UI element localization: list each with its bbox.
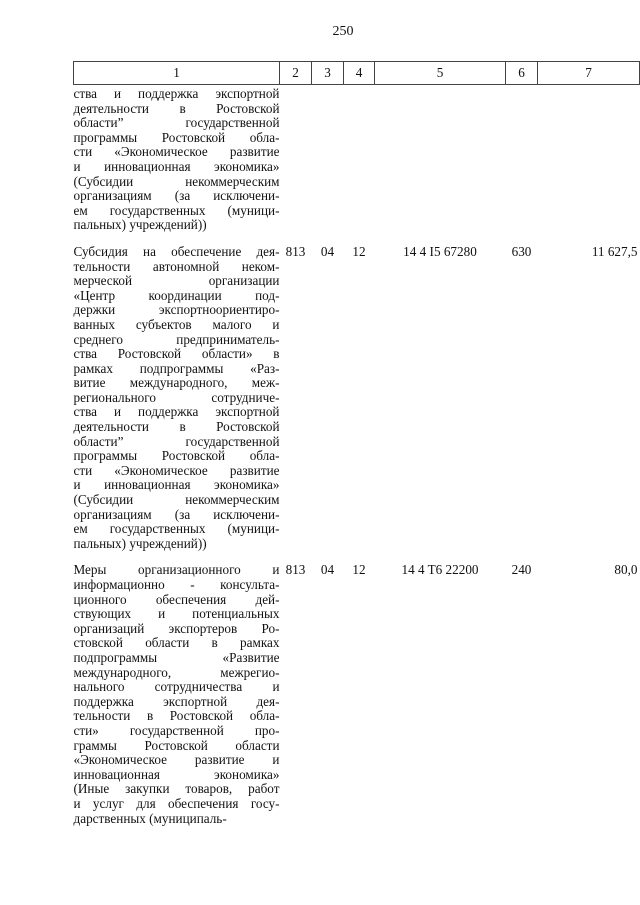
row-code-4: 12 [352,562,366,578]
description-line: держки экспортноориентиро- [73,302,280,318]
description-line: деятельности в Ростовской [73,100,280,116]
description-line: дарственных (муниципаль- [73,810,227,826]
table-row [74,85,640,233]
row-code-2 [280,85,312,233]
header-col-6: 6 [506,62,538,85]
description-line: ванных субъектов малого и [73,316,280,332]
row-code-5: 14 4 I5 67280 [403,243,477,259]
description-line: поддержка экспортной дея- [73,693,280,709]
description-line: ства и поддержка экспортной [73,404,280,420]
header-col-1: 1 [74,62,280,85]
description-line: и услуг для обеспечения госу- [73,795,280,811]
description-line: деятельности в Ростовской [73,419,280,435]
description-line: среднего предприниматель- [73,331,280,347]
description-line: пальных) учреждений)) [73,217,207,233]
description-line: Меры организационного и [73,562,280,578]
description-line: сти» государственной про- [73,722,280,738]
header-col-4: 4 [344,62,375,85]
row-code-2: 813 [285,243,306,259]
row-description [74,85,280,233]
table-header-row [74,62,640,85]
description-line: инновационная экономика» [73,766,280,782]
description-line: тельности автономной неком- [73,258,280,274]
description-line: стовской области в рамках [73,635,280,651]
row-code-5: 14 4 T6 22200 [401,562,479,578]
description-line: программы Ростовской обла- [73,448,280,464]
description-line: регионального сотрудниче- [73,389,280,405]
description-line: (Субсидии некоммерческим [73,173,280,189]
row-code-4: 12 [352,243,366,259]
description-line: нального сотрудничества и [73,679,280,695]
table-body [74,85,640,827]
description-line: витие международного, меж- [73,375,280,391]
header-col-5: 5 [375,62,506,85]
description-line: ем государственных (муници- [73,202,280,218]
description-line: и инновационная экономика» [73,477,280,493]
header-col-7: 7 [538,62,640,85]
description-line: ем государственных (муници- [73,521,280,537]
description-line: ства Ростовской области» в [73,346,280,362]
row-code-3 [312,85,344,233]
description-line: программы Ростовской обла- [73,129,280,145]
table-row [74,245,640,551]
description-line: ствующих и потенциальных [73,606,280,622]
row-code-6 [506,85,538,233]
description-line: пальных) учреждений)) [73,535,207,551]
description-line: тельности в Ростовской обла- [73,708,280,724]
row-amount: 11 627,5 [591,243,638,259]
row-amount: 80,0 [614,562,638,578]
description-line: сти «Экономическое развитие [73,462,280,478]
description-line: организаций экспортеров Ро- [73,620,280,636]
description-line: ства и поддержка экспортной [73,86,280,101]
row-code-6: 630 [511,243,532,259]
row-code-6: 240 [511,562,532,578]
row-description [74,563,280,826]
row-code-4 [344,85,375,233]
description-line: области” государственной [73,433,280,449]
row-code-2: 813 [285,562,306,578]
page-number: 250 [332,24,354,39]
description-line: области” государственной [73,115,280,131]
description-line: сти «Экономическое развитие [73,144,280,160]
description-line: (Иные закупки товаров, работ [73,781,280,797]
description-line: мерческой организации [73,273,280,289]
description-line: международного, межрегио- [73,664,280,680]
description-line: рамках подпрограммы «Раз- [73,360,280,376]
header-col-3: 3 [312,62,344,85]
description-line: «Экономическое развитие и [73,752,280,768]
description-line: Субсидия на обеспечение дея- [73,243,280,259]
row-code-3: 04 [320,562,335,578]
description-line: и инновационная экономика» [73,158,280,174]
description-line: ционного обеспечения дей- [73,591,280,607]
description-line: «Центр координации под- [73,287,280,303]
description-line: подпрограммы «Развитие [73,649,280,665]
description-line: организациям (за исключени- [73,506,280,522]
description-line: граммы Ростовской области [73,737,280,753]
row-code-3: 04 [320,243,335,259]
description-line: организациям (за исключени- [73,188,280,204]
row-amount [538,85,640,233]
budget-table [73,61,640,826]
description-line: информационно - консульта- [73,577,280,592]
description-line: (Субсидии некоммерческим [73,492,280,508]
header-col-2: 2 [280,62,312,85]
row-code-5 [375,85,506,233]
table-row [74,563,640,826]
row-description [74,245,280,551]
